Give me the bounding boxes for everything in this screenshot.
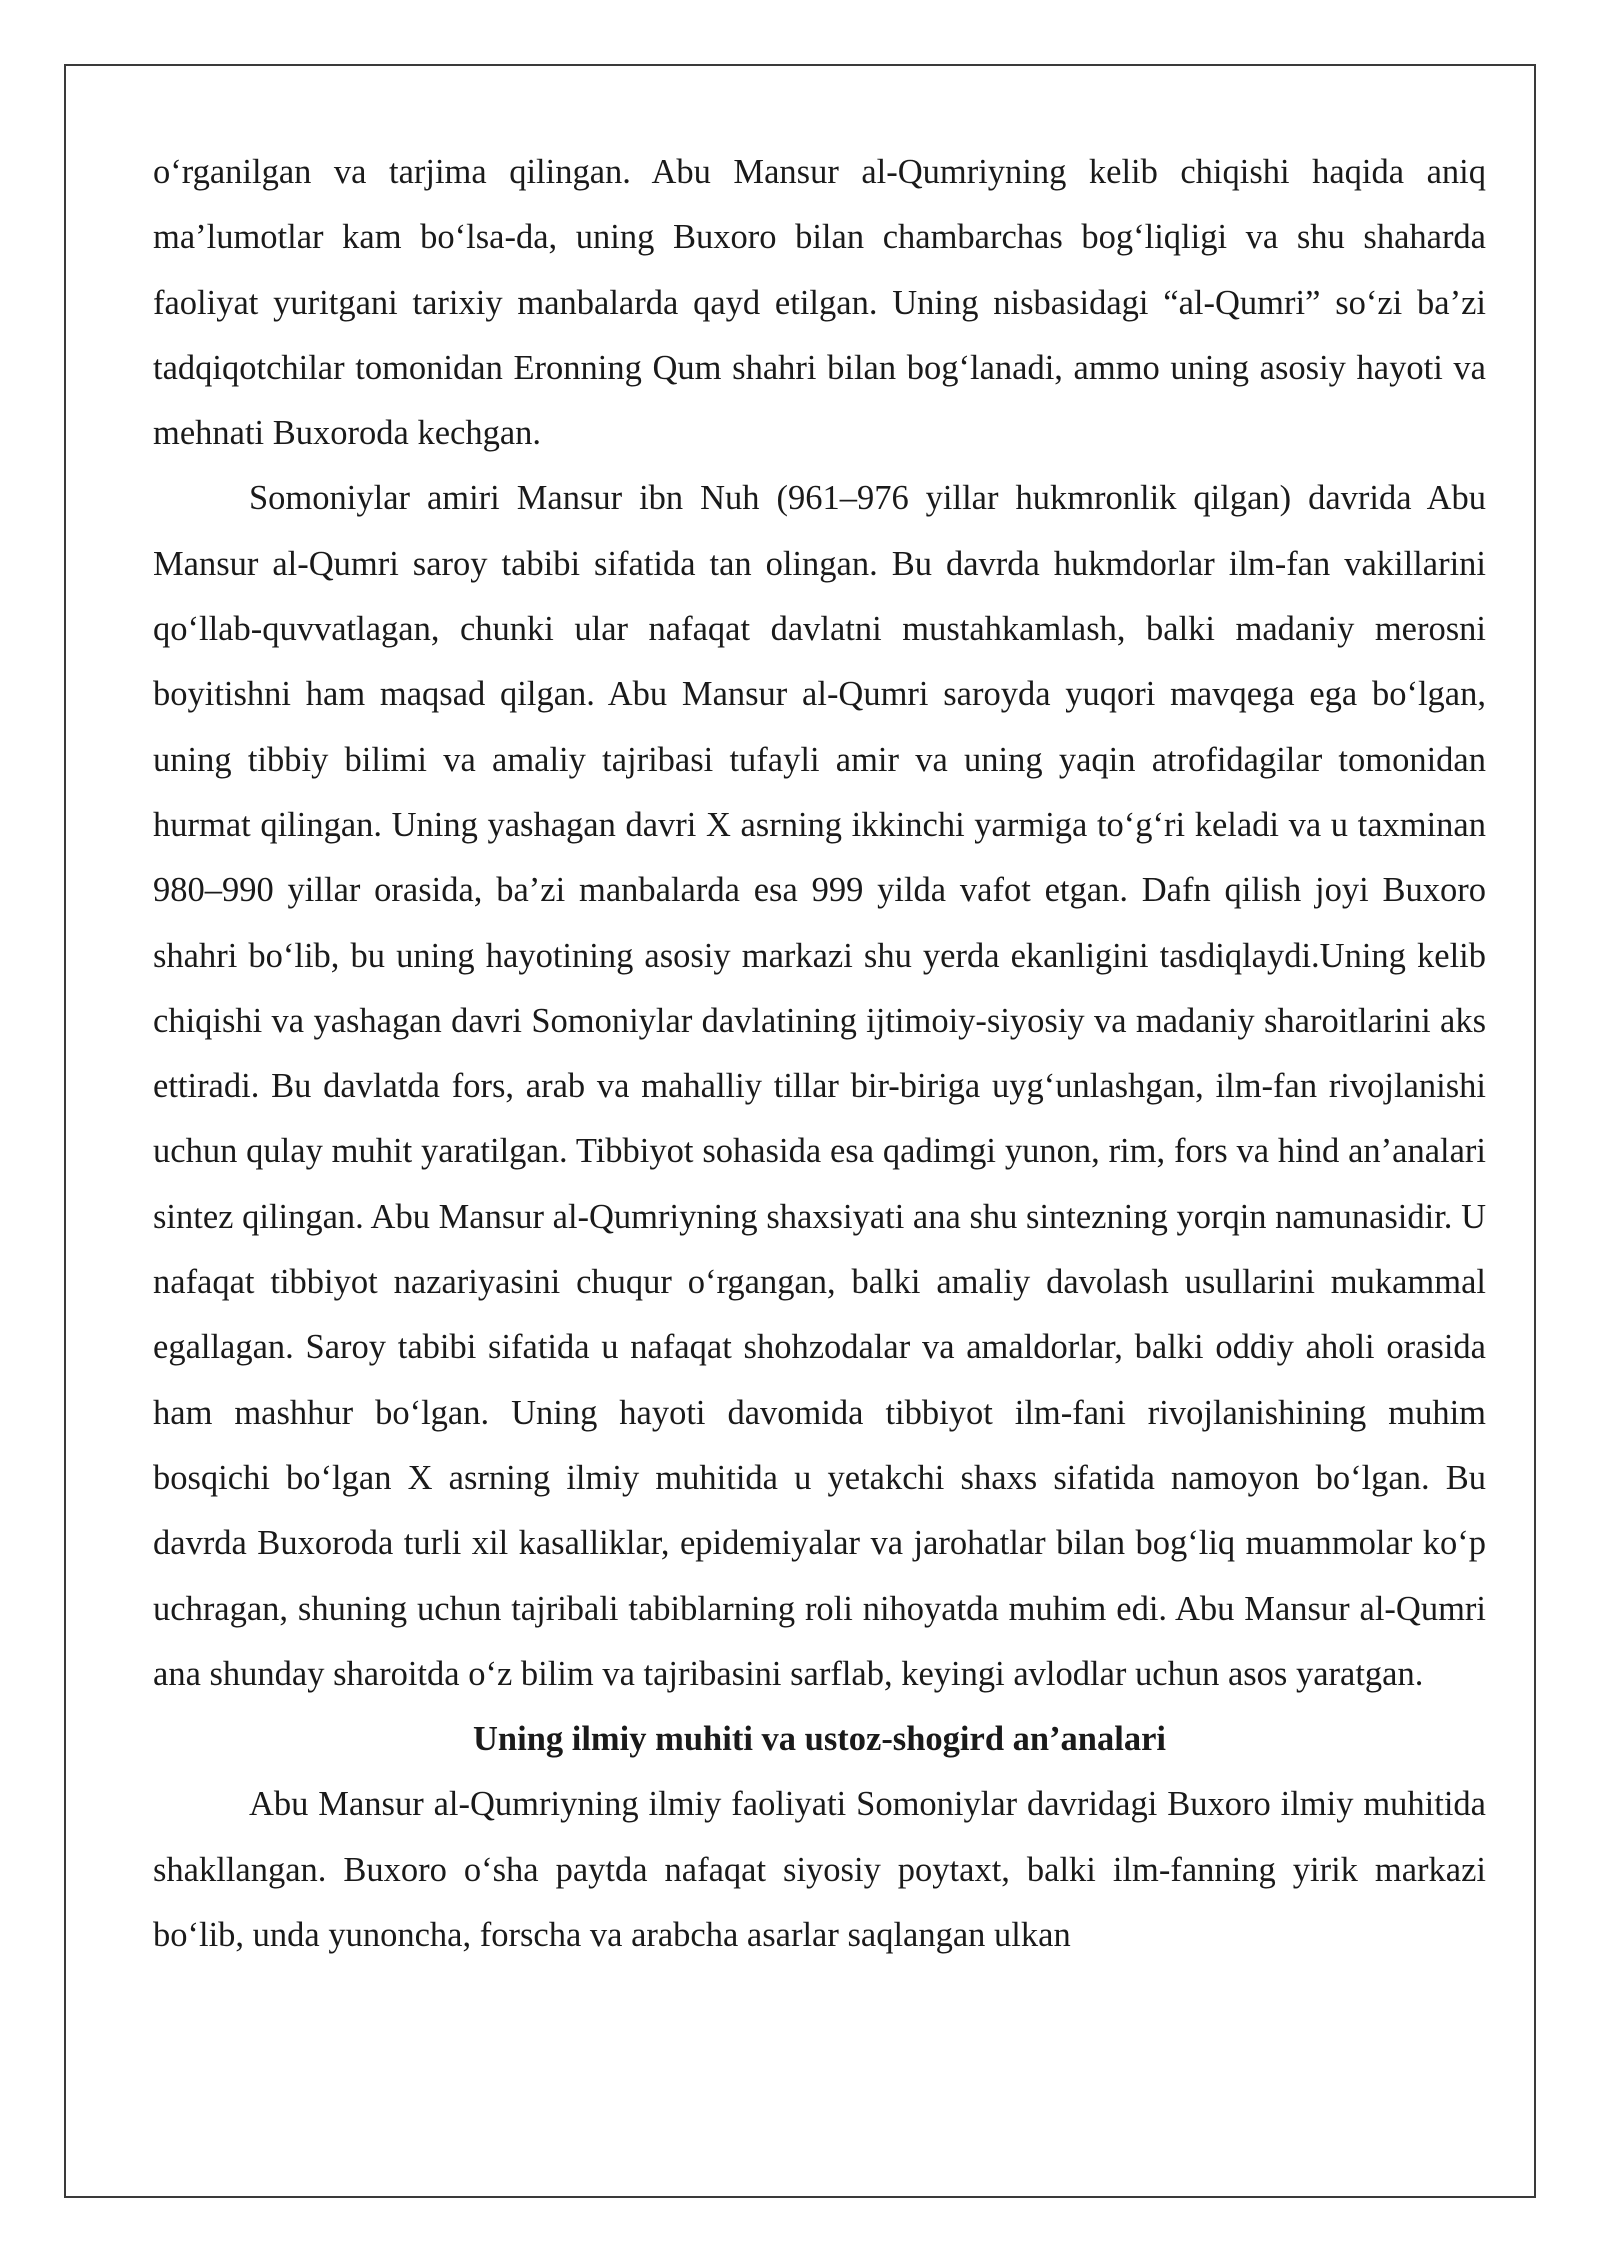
document-body [153,140,1486,1968]
paragraph-3: Abu Mansur al-Qumriyning ilmiy faoliyati Somoniylar davridagi Buxoro ilmiy muhitida shakllangan. Buxoro o‘sha paytda nafaqat siyosiy poytaxt, balki ilm-fanning yirik markazi bo‘lib, unda yunoncha, forscha va arabcha asarlar saqlangan ulkan [153,1785,1486,1955]
section-heading: Uning ilmiy muhiti va ustoz-shogird an’analari [473,1720,1166,1759]
paragraph-2: Somoniylar amiri Mansur ibn Nuh (961–976 yillar hukmronlik qilgan) davrida Abu Mansur al-Qumri saroy tabibi sifatida tan olingan. Bu davrda hukmdorlar ilm-fan vakillarini qo‘llab-quvvatlagan, chunki ular nafaqat davlatni mustahkamlash, balki madaniy merosni boyitishni ham maqsad qilgan. Abu Mansur al-Qumri saroyda yuqori mavqega ega bo‘lgan, uning tibbiy bilimi va amaliy tajribasi tufayli amir va uning yaqin atrofidagilar tomonidan hurmat qilingan. Uning yashagan davri X asrning ikkinchi yarmiga to‘g‘ri keladi va u taxminan 980–990 yillar orasida, ba’zi manbalarda esa 999 yilda vafot etgan. Dafn qilish joyi Buxoro shahri bo‘lib, bu uning hayotining asosiy markazi shu yerda ekanligini tasdiqlaydi.Uning kelib chiqishi va yashagan davri Somoniylar davlatining ijtimoiy-siyosiy va madaniy sharoitlarini aks ettiradi. Bu davlatda fors, arab va mahalliy tillar bir-biriga uyg‘unlashgan, ilm-fan rivojlanishi uchun qulay muhit yaratilgan. Tibbiyot sohasida esa qadimgi yunon, rim, fors va hind an’analari sintez qilingan. Abu Mansur al-Qumriyning shaxsiyati ana shu sintezning yorqin namunasidir. U nafaqat tibbiyot nazariyasini chuqur o‘rgangan, balki amaliy davolash usullarini mukammal egallagan. Saroy tabibi sifatida u nafaqat shohzodalar va amaldorlar, balki oddiy aholi orasida ham mashhur bo‘lgan. Uning hayoti davomida tibbiyot ilm-fani rivojlanishining muhim bosqichi bo‘lgan X asrning ilmiy muhitida u yetakchi shaxs sifatida namoyon bo‘lgan. Bu davrda Buxoroda turli xil kasalliklar, epidemiyalar va jarohatlar bilan bog‘liq muammolar ko‘p uchragan, shuning uchun tajribali tabiblarning roli nihoyatda muhim edi. Abu Mansur al-Qumri ana shunday sharoitda o‘z bilim va tajribasini sarflab, keyingi avlodlar uchun asos yaratgan. [153,479,1486,1693]
paragraph-1: o‘rganilgan va tarjima qilingan. Abu Mansur al-Qumriyning kelib chiqishi haqida aniq ma’lumotlar kam bo‘lsa-da, uning Buxoro bilan chambarchas bog‘liqligi va shu shaharda faoliyat yuritgani tarixiy manbalarda qayd etilgan. Uning nisbasidagi “al-Qumri” so‘zi ba’zi tadqiqotchilar tomonidan Eronning Qum shahri bilan bog‘lanadi, ammo uning asosiy hayoti va mehnati Buxoroda kechgan. [153,153,1486,453]
